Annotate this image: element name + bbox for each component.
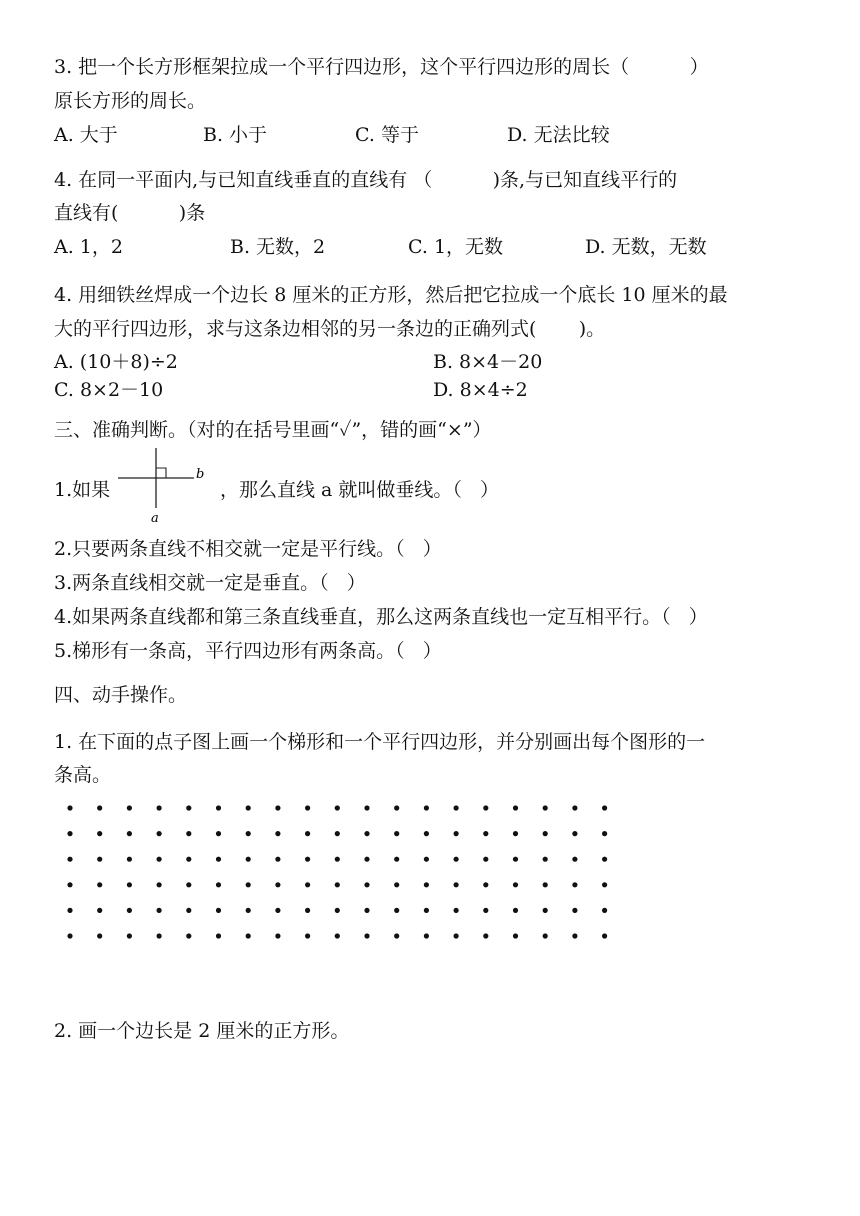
grid-dot xyxy=(364,805,369,810)
grid-dot xyxy=(335,882,340,887)
grid-dot xyxy=(305,882,310,887)
grid-dot xyxy=(454,882,459,887)
grid-dot xyxy=(394,908,399,913)
grid-dot xyxy=(246,882,251,887)
grid-dot xyxy=(543,908,548,913)
grid-dot xyxy=(543,805,548,810)
grid-dot xyxy=(275,805,280,810)
grid-dot xyxy=(305,857,310,862)
grid-dot xyxy=(127,805,132,810)
judge-item-1-prefix: 1.如果 xyxy=(54,479,111,501)
grid-dot xyxy=(275,933,280,938)
grid-dot xyxy=(97,857,102,862)
grid-dot xyxy=(513,831,518,836)
q3-text-line2: 原长方形的周长。 xyxy=(54,90,207,112)
q4a-text-line2: 直线有( )条 xyxy=(54,202,206,224)
grid-dot xyxy=(543,831,548,836)
grid-dot xyxy=(275,882,280,887)
grid-dot xyxy=(513,933,518,938)
grid-dot xyxy=(424,882,429,887)
grid-dot xyxy=(305,805,310,810)
grid-dot xyxy=(186,882,191,887)
dot-grid[interactable] xyxy=(58,800,622,946)
grid-dot xyxy=(394,805,399,810)
grid-dot xyxy=(97,831,102,836)
grid-dot xyxy=(216,882,221,887)
q3-option-a[interactable]: A. 大于 xyxy=(54,124,118,146)
grid-dot xyxy=(186,831,191,836)
judge-item-2: 2.只要两条直线不相交就一定是平行线。（ ） xyxy=(54,538,442,560)
grid-dot xyxy=(602,933,607,938)
grid-dot xyxy=(513,857,518,862)
grid-dot xyxy=(216,831,221,836)
grid-dot xyxy=(275,857,280,862)
grid-dot xyxy=(335,933,340,938)
q3-option-d[interactable]: D. 无法比较 xyxy=(507,124,610,146)
grid-dot xyxy=(186,908,191,913)
grid-dot xyxy=(97,805,102,810)
grid-dot xyxy=(97,933,102,938)
grid-dot xyxy=(424,805,429,810)
grid-dot xyxy=(572,805,577,810)
grid-dot xyxy=(424,831,429,836)
grid-dot xyxy=(67,882,72,887)
grid-dot xyxy=(127,908,132,913)
grid-dot xyxy=(572,882,577,887)
grid-dot xyxy=(127,933,132,938)
grid-dot xyxy=(127,831,132,836)
grid-dot xyxy=(246,805,251,810)
q4a-option-a[interactable]: A. 1，2 xyxy=(54,236,123,258)
grid-dot xyxy=(246,933,251,938)
section4-heading: 四、动手操作。 xyxy=(54,684,188,706)
grid-dot xyxy=(513,882,518,887)
task-1-line1: 1. 在下面的点子图上画一个梯形和一个平行四边形，并分别画出每个图形的一 xyxy=(54,731,706,753)
q4a-text-line1: 4. 在同一平面内,与已知直线垂直的直线有 （ )条,与已知直线平行的 xyxy=(54,169,678,191)
grid-dot xyxy=(543,933,548,938)
grid-dot xyxy=(513,805,518,810)
perpendicular-lines-figure xyxy=(116,446,220,526)
q4b-option-b[interactable]: B. 8×4－20 xyxy=(433,351,543,373)
grid-dot xyxy=(364,933,369,938)
section3-heading: 三、准确判断。（对的在括号里画“✓”，错的画“×”） xyxy=(54,419,492,441)
grid-dot xyxy=(335,908,340,913)
grid-dot xyxy=(216,805,221,810)
judge-item-3: 3.两条直线相交就一定是垂直。（ ） xyxy=(54,572,366,594)
grid-dot xyxy=(454,831,459,836)
grid-dot xyxy=(572,831,577,836)
q3-text-line1: 3. 把一个长方形框架拉成一个平行四边形，这个平行四边形的周长（ ） xyxy=(54,56,709,78)
grid-dot xyxy=(394,831,399,836)
grid-dot xyxy=(364,882,369,887)
grid-dot xyxy=(186,857,191,862)
grid-dot xyxy=(394,933,399,938)
grid-dot xyxy=(275,908,280,913)
grid-dot xyxy=(364,857,369,862)
grid-dot xyxy=(454,908,459,913)
grid-dot xyxy=(483,908,488,913)
grid-dot xyxy=(424,857,429,862)
grid-dot xyxy=(364,908,369,913)
judge-item-4: 4.如果两条直线都和第三条直线垂直，那么这两条直线也一定互相平行。（ ） xyxy=(54,606,708,628)
grid-dot xyxy=(157,882,162,887)
grid-dot xyxy=(127,857,132,862)
grid-dot xyxy=(483,857,488,862)
grid-dot xyxy=(67,857,72,862)
right-angle-mark xyxy=(156,468,166,478)
grid-dot xyxy=(572,933,577,938)
grid-dot xyxy=(483,805,488,810)
label-b: b xyxy=(196,467,205,482)
grid-dot xyxy=(246,857,251,862)
grid-dot xyxy=(543,857,548,862)
q4b-option-c[interactable]: C. 8×2－10 xyxy=(54,379,164,401)
task-2: 2. 画一个边长是 2 厘米的正方形。 xyxy=(54,1020,350,1042)
grid-dot xyxy=(157,857,162,862)
grid-dot xyxy=(67,831,72,836)
grid-dot xyxy=(305,908,310,913)
grid-dot xyxy=(157,805,162,810)
grid-dot xyxy=(602,908,607,913)
grid-dot xyxy=(305,933,310,938)
judge-item-5: 5.梯形有一条高，平行四边形有两条高。（ ） xyxy=(54,640,442,662)
grid-dot xyxy=(97,908,102,913)
grid-dot xyxy=(394,857,399,862)
grid-dot xyxy=(602,831,607,836)
grid-dot xyxy=(483,933,488,938)
q4b-option-a[interactable]: A. (10＋8)÷2 xyxy=(54,351,178,373)
grid-dot xyxy=(454,933,459,938)
grid-dot xyxy=(216,933,221,938)
grid-dot xyxy=(157,908,162,913)
grid-dot xyxy=(483,882,488,887)
grid-dot xyxy=(335,831,340,836)
grid-dot xyxy=(216,857,221,862)
grid-dot xyxy=(246,908,251,913)
grid-dot xyxy=(572,857,577,862)
q4a-option-d[interactable]: D. 无数，无数 xyxy=(585,236,707,258)
grid-dot xyxy=(454,857,459,862)
grid-dot xyxy=(394,882,399,887)
grid-dot xyxy=(543,882,548,887)
grid-dot xyxy=(216,908,221,913)
q4a-option-b[interactable]: B. 无数，2 xyxy=(230,236,326,258)
label-a: a xyxy=(151,511,159,526)
q4b-option-d[interactable]: D. 8×4÷2 xyxy=(433,379,528,401)
grid-dot xyxy=(97,882,102,887)
grid-dot xyxy=(186,805,191,810)
task-1-line2: 条高。 xyxy=(54,764,112,786)
grid-dot xyxy=(335,857,340,862)
grid-dot xyxy=(364,831,369,836)
grid-dot xyxy=(275,831,280,836)
judge-item-1-suffix: ，那么直线 a 就叫做垂线。（ ） xyxy=(220,479,500,501)
q3-option-c[interactable]: C. 等于 xyxy=(355,124,419,146)
grid-dot xyxy=(186,933,191,938)
grid-dot xyxy=(67,933,72,938)
grid-dot xyxy=(513,908,518,913)
grid-dot xyxy=(483,831,488,836)
grid-dot xyxy=(424,908,429,913)
grid-dot xyxy=(157,933,162,938)
grid-dot xyxy=(602,805,607,810)
grid-dot xyxy=(67,908,72,913)
grid-dot xyxy=(335,805,340,810)
grid-dot xyxy=(602,857,607,862)
grid-dot xyxy=(127,882,132,887)
grid-dot xyxy=(572,908,577,913)
grid-dot xyxy=(305,831,310,836)
grid-dot xyxy=(67,805,72,810)
grid-dot xyxy=(157,831,162,836)
grid-dot xyxy=(246,831,251,836)
q4a-option-c[interactable]: C. 1，无数 xyxy=(408,236,504,258)
grid-dot xyxy=(454,805,459,810)
q4b-text-line2: 大的平行四边形，求与这条边相邻的另一条边的正确列式( )。 xyxy=(54,318,606,340)
grid-dot xyxy=(602,882,607,887)
grid-dot xyxy=(424,933,429,938)
q3-option-b[interactable]: B. 小于 xyxy=(203,124,268,146)
q4b-text-line1: 4. 用细铁丝焊成一个边长 8 厘米的正方形，然后把它拉成一个底长 10 厘米的最 xyxy=(54,284,728,306)
